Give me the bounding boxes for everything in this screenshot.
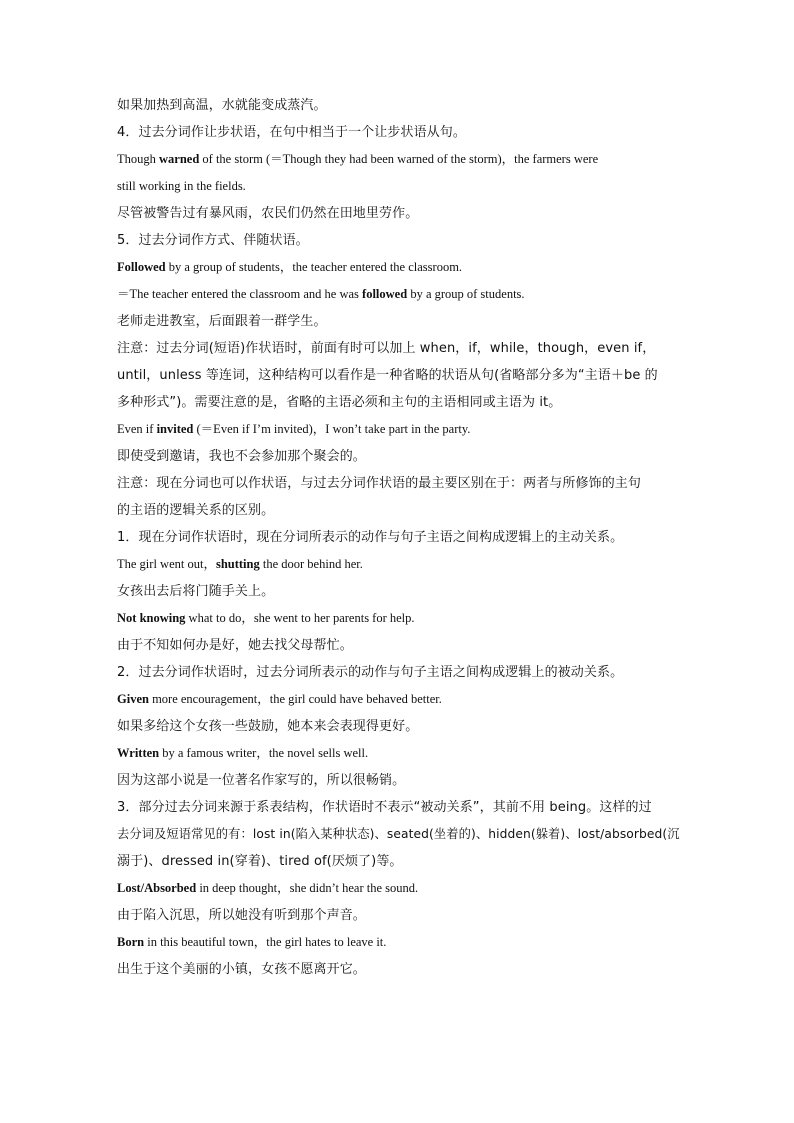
translation-line: 如果加热到高温，水就能变成蒸汽。: [117, 98, 327, 113]
participle-keyword: Given: [117, 692, 149, 706]
document-page: [117, 92, 682, 983]
example-text: what to do，she went to her parents for help.: [185, 611, 415, 625]
participle-keyword: Followed: [117, 260, 166, 274]
rule-heading-3: 3．部分过去分词来源于系表结构，作状语时不表示“被动关系”，其前不用 being。这样的过: [117, 800, 652, 815]
translation-line: 出生于这个美丽的小镇，女孩不愿离开它。: [117, 962, 366, 977]
example-text: Even if: [117, 422, 157, 436]
note-paragraph-line: 多种形式”)。需要注意的是，省略的主语必须和主句的主语相同或主语为 it。: [117, 395, 562, 410]
example-sentence: [117, 281, 682, 308]
example-sentence-continued: still working in the fields.: [117, 179, 246, 193]
example-text: more encouragement，the girl could have behaved better.: [148, 692, 442, 706]
example-text: by a group of students，the teacher entered the classroom.: [165, 260, 463, 274]
section-heading-5: 5．过去分词作方式、伴随状语。: [117, 233, 309, 248]
note-paragraph-line: until，unless 等连词，这种结构可以看作是一种省略的状语从句(省略部分多为“主语＋be 的: [117, 368, 658, 383]
example-sentence: [117, 254, 682, 281]
participle-keyword: Born: [117, 935, 145, 949]
example-text: of the storm (＝Though they had been warned of the storm)，the farmers were: [199, 152, 599, 166]
participle-keyword: Lost/Absorbed: [117, 881, 197, 895]
note-paragraph-line: 的主语的逻辑关系的区别。: [117, 503, 275, 518]
example-sentence: [117, 875, 682, 902]
example-text: The girl went out，: [117, 557, 216, 571]
translation-line: 如果多给这个女孩一些鼓励，她本来会表现得更好。: [117, 719, 419, 734]
translation-line: 由于不知如何办是好，她去找父母帮忙。: [117, 638, 353, 653]
example-sentence: [117, 416, 682, 443]
participle-keyword: shutting: [215, 557, 260, 571]
example-sentence: [117, 929, 682, 956]
translation-line: 即使受到邀请，我也不会参加那个聚会的。: [117, 449, 366, 464]
translation-line: 老师走进教室，后面跟着一群学生。: [117, 314, 327, 329]
note-paragraph-line: 注意：现在分词也可以作状语，与过去分词作状语的最主要区别在于：两者与所修饰的主句: [117, 476, 642, 491]
participle-keyword: warned: [159, 152, 200, 166]
example-sentence: [117, 740, 682, 767]
section-heading-4: 4．过去分词作让步状语，在句中相当于一个让步状语从句。: [117, 125, 466, 140]
rule-paragraph-line: 溺于)、dressed in(穿着)、tired of(厌烦了)等。: [117, 854, 403, 869]
participle-keyword: invited: [156, 422, 194, 436]
translation-line: 因为这部小说是一位著名作家写的，所以很畅销。: [117, 773, 406, 788]
rule-heading-2: 2．过去分词作状语时，过去分词所表示的动作与句子主语之间构成逻辑上的被动关系。: [117, 665, 624, 680]
example-sentence: [117, 686, 682, 713]
rule-heading-1: 1．现在分词作状语时，现在分词所表示的动作与句子主语之间构成逻辑上的主动关系。: [117, 530, 624, 545]
participle-keyword: Written: [117, 746, 160, 760]
translation-line: 由于陷入沉思，所以她没有听到那个声音。: [117, 908, 366, 923]
example-text: by a famous writer，the novel sells well.: [159, 746, 369, 760]
example-sentence: [117, 146, 682, 173]
example-text: in this beautiful town，the girl hates to leave it.: [144, 935, 387, 949]
translation-line: 女孩出去后将门随手关上。: [117, 584, 275, 599]
rule-paragraph-line: 去分词及短语常见的有：lost in(陷入某种状态)、seated(坐着的)、hidden(躲着)、lost/absorbed(沉: [117, 827, 680, 841]
note-paragraph-line: 注意：过去分词(短语)作状语时，前面有时可以加上 when，if，while，though，even if，: [117, 341, 656, 356]
example-text: the door behind her.: [259, 557, 363, 571]
participle-keyword: followed: [362, 287, 408, 301]
example-text: in deep thought，she didn’t hear the sound.: [196, 881, 419, 895]
example-sentence: [117, 551, 682, 578]
example-sentence: [117, 605, 682, 632]
example-text: ＝The teacher entered the classroom and he was: [117, 287, 363, 301]
participle-keyword: Not knowing: [117, 611, 186, 625]
example-text: (＝Even if I’m invited)，I won’t take part in the party.: [193, 422, 471, 436]
example-text: Though: [117, 152, 160, 166]
translation-line: 尽管被警告过有暴风雨，农民们仍然在田地里劳作。: [117, 206, 419, 221]
example-text: by a group of students.: [407, 287, 525, 301]
